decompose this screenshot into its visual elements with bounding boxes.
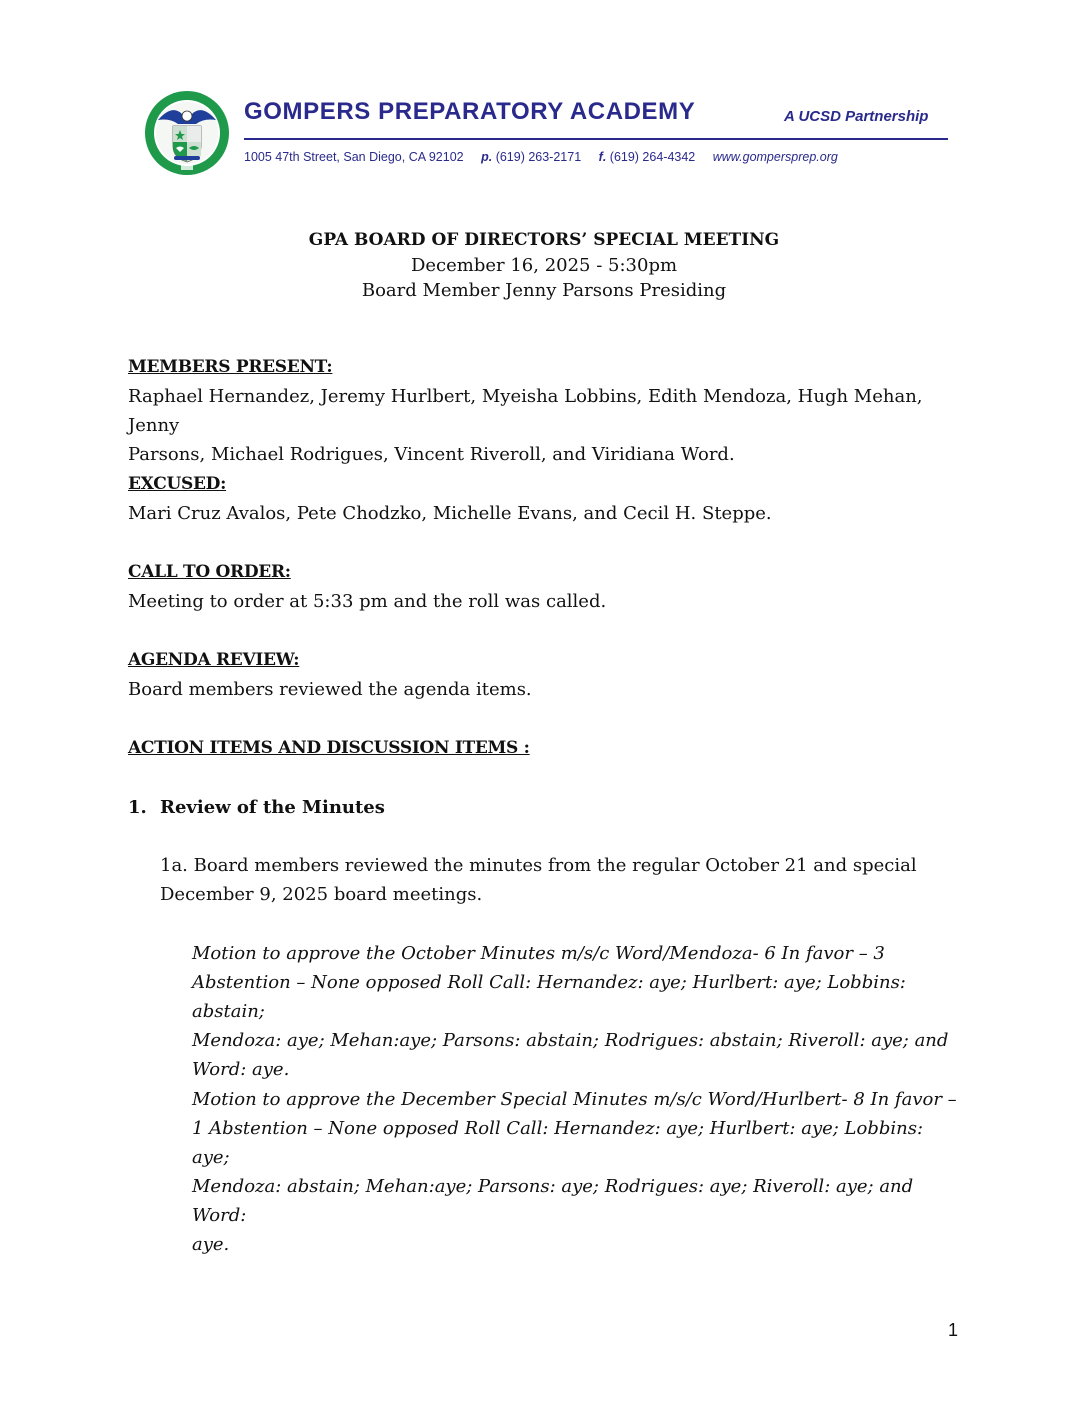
motion-december-minutes bbox=[192, 1085, 964, 1259]
excused-heading: EXCUSED: bbox=[128, 474, 227, 494]
call-to-order-heading: CALL TO ORDER: bbox=[128, 562, 291, 582]
subitem-line: December 9, 2025 board meetings. bbox=[160, 884, 483, 905]
agenda-item-title bbox=[128, 793, 968, 822]
action-items-section bbox=[128, 734, 968, 763]
members-present-heading: MEMBERS PRESENT: bbox=[128, 357, 333, 377]
agenda-review-heading: AGENDA REVIEW: bbox=[128, 650, 300, 670]
subitem-line: 1a. Board members reviewed the minutes from the regular October 21 and special bbox=[160, 855, 917, 876]
fax-label: f. bbox=[598, 150, 607, 164]
motion-line: aye. bbox=[192, 1234, 230, 1255]
agenda-review-text: Board members reviewed the agenda items. bbox=[128, 679, 532, 700]
meeting-presiding: Board Member Jenny Parsons Presiding bbox=[361, 280, 727, 301]
members-present-line: Raphael Hernandez, Jeremy Hurlbert, Myeisha Lobbins, Edith Mendoza, Hugh Mehan, Jenny bbox=[128, 386, 923, 436]
motion-line: Mendoza: aye; Mehan:aye; Parsons: abstain; Rodrigues: abstain; Riveroll: aye; and bbox=[192, 1030, 949, 1051]
school-crest-logo-icon bbox=[144, 90, 230, 176]
motion-line: Word: aye. bbox=[192, 1059, 290, 1080]
page-number: 1 bbox=[948, 1320, 959, 1340]
agenda-item-1 bbox=[128, 793, 968, 822]
action-items-heading: ACTION ITEMS AND DISCUSSION ITEMS : bbox=[128, 738, 530, 758]
address: 1005 47th Street, San Diego, CA 92102 bbox=[244, 150, 464, 164]
contact-line bbox=[244, 150, 838, 164]
excused-section bbox=[128, 470, 968, 528]
excused-text: Mari Cruz Avalos, Pete Chodzko, Michelle Evans, and Cecil H. Steppe. bbox=[128, 503, 772, 524]
members-present-section bbox=[128, 353, 968, 469]
motion-line: Abstention – None opposed Roll Call: Hernandez: aye; Hurlbert: aye; Lobbins: abstain; bbox=[192, 972, 906, 1022]
agenda-item-number: 1. bbox=[128, 797, 147, 818]
motion-line: Motion to approve the December Special Minutes m/s/c Word/Hurlbert- 8 In favor – bbox=[192, 1089, 957, 1110]
website-link[interactable]: www.gompersprep.org bbox=[712, 150, 838, 164]
meeting-title: GPA BOARD OF DIRECTORS’ SPECIAL MEETING bbox=[308, 230, 780, 250]
agenda-review-section bbox=[128, 646, 968, 704]
motion-line: 1 Abstention – None opposed Roll Call: Hernandez: aye; Hurlbert: aye; Lobbins: aye; bbox=[192, 1118, 924, 1168]
meeting-date-time: December 16, 2025 - 5:30pm bbox=[410, 255, 678, 276]
org-name: GOMPERS PREPARATORY ACADEMY bbox=[244, 98, 696, 125]
agenda-subitem-1a bbox=[160, 851, 940, 909]
phone-number: (619) 263-2171 bbox=[495, 150, 582, 164]
meeting-title-block bbox=[0, 228, 1088, 303]
fax-number: (619) 264-4342 bbox=[609, 150, 696, 164]
call-to-order-section bbox=[128, 558, 968, 616]
motion-line: Mendoza: abstain; Mehan:aye; Parsons: aye; Rodrigues: aye; Riveroll: aye; and Word: bbox=[192, 1176, 914, 1226]
motion-october-minutes bbox=[192, 939, 964, 1084]
org-tagline: A UCSD Partnership bbox=[784, 108, 929, 125]
letterhead-divider bbox=[244, 138, 948, 140]
motion-line: Motion to approve the October Minutes m/s/c Word/Mendoza- 6 In favor – 3 bbox=[192, 943, 885, 964]
call-to-order-text: Meeting to order at 5:33 pm and the roll was called. bbox=[128, 591, 607, 612]
letterhead bbox=[140, 88, 960, 180]
members-present-line: Parsons, Michael Rodrigues, Vincent Riveroll, and Viridiana Word. bbox=[128, 444, 735, 465]
phone-label: p. bbox=[481, 150, 493, 164]
agenda-item-label: Review of the Minutes bbox=[160, 797, 385, 818]
